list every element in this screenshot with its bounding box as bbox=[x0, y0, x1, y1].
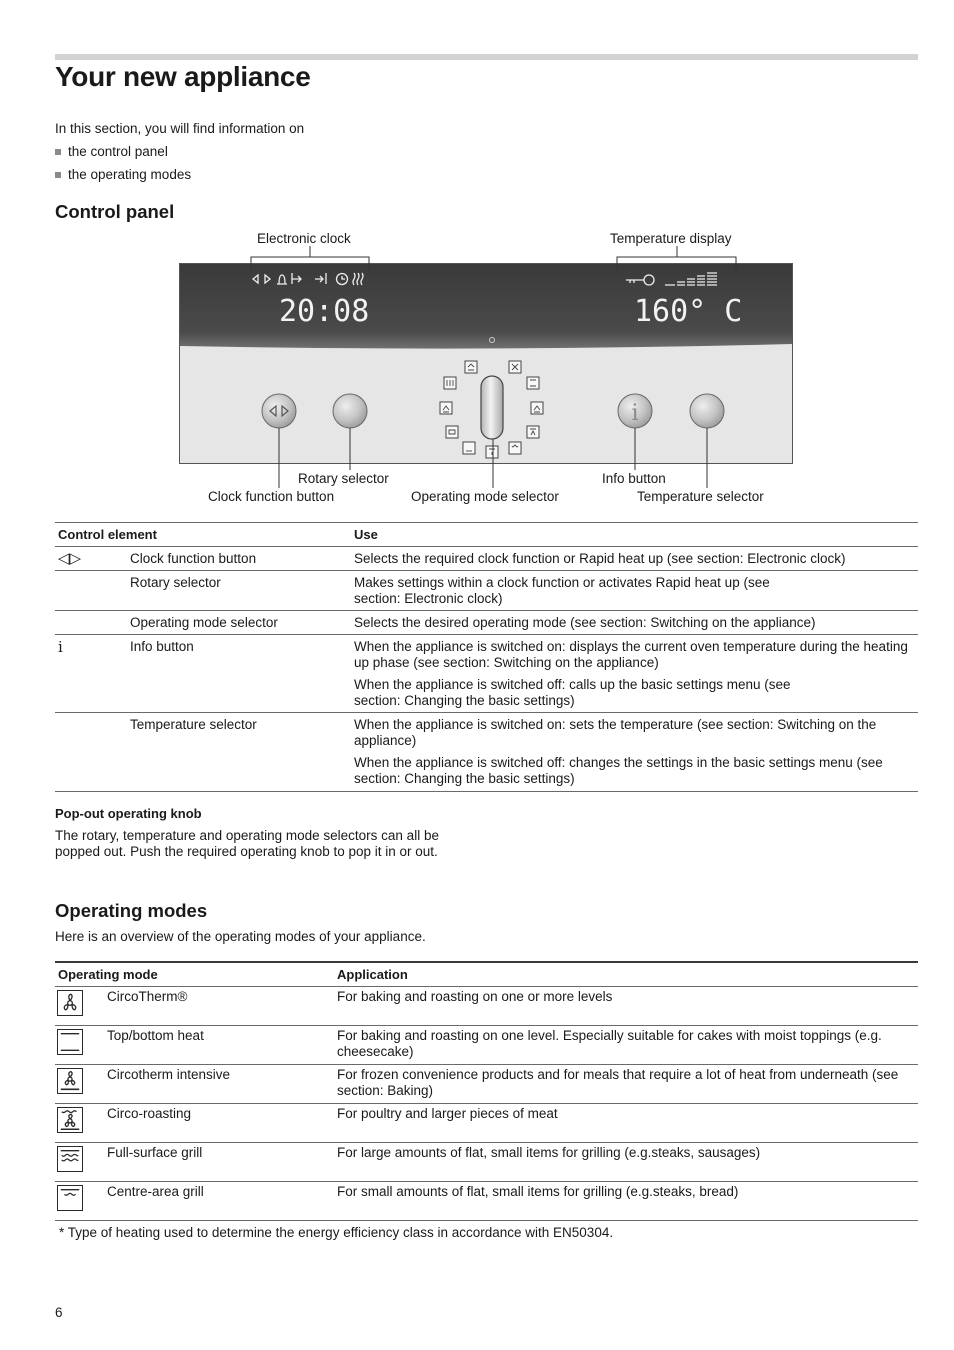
clock-function-symbol: ◁▷ bbox=[58, 550, 82, 567]
operating-modes-heading: Operating modes bbox=[55, 900, 208, 921]
table-row: Temperature selector When the appliance is switched on: sets the temperature (see section: Switching on the appliance) When the appliance is switched off: changes the settings in the basic settings menu (see section: Changing the basic settings) bbox=[55, 713, 918, 792]
page-number: 6 bbox=[55, 1305, 63, 1320]
clock-function-button-label: Clock function button bbox=[208, 489, 335, 504]
table-row: Operating mode selector Selects the desired operating mode (see section: Switching on the appliance) bbox=[55, 611, 918, 635]
table-row: Circotherm intensive For frozen convenience products and for meals that require a lot of heat from underneath (see section: Baking) bbox=[55, 1065, 918, 1104]
full-surface-grill-icon bbox=[57, 1146, 83, 1172]
table-header: Application bbox=[334, 962, 918, 987]
intro-bullet: the control panel bbox=[55, 140, 304, 163]
table-row: ◁▷ Clock function button Selects the required clock function or Rapid heat up (see section: Electronic clock) bbox=[55, 547, 918, 571]
operating-modes-intro: Here is an overview of the operating modes of your appliance. bbox=[55, 929, 426, 944]
info-button-label: Info button bbox=[602, 471, 666, 486]
table-row: i Info button When the appliance is switched on: displays the current oven temperature during the heating up phase (see section: Switching on the appliance) When the appliance is switched off: calls up the basic settings menu (see section: Changing the basic settings) bbox=[55, 635, 918, 713]
clock-function-knob bbox=[262, 394, 296, 428]
circotherm-intensive-icon bbox=[57, 1068, 83, 1094]
table-row: Full-surface grill For large amounts of flat, small items for grilling (e.g.steaks, sausages) bbox=[55, 1143, 918, 1182]
table-header: Operating mode bbox=[55, 962, 334, 987]
operating-mode-knob bbox=[481, 376, 503, 439]
intro-bullet: the operating modes bbox=[55, 163, 304, 186]
rotary-selector-knob bbox=[333, 394, 367, 428]
info-knob-icon: i bbox=[631, 401, 639, 426]
popout-heading: Pop-out operating knob bbox=[55, 806, 202, 821]
temperature-readout: 160° C bbox=[634, 294, 743, 329]
temperature-selector-label: Temperature selector bbox=[637, 489, 764, 504]
clock-readout: 20:08 bbox=[279, 294, 370, 329]
circo-roasting-icon bbox=[57, 1107, 83, 1133]
temperature-display-label: Temperature display bbox=[610, 231, 732, 246]
page-title: Your new appliance bbox=[55, 61, 311, 92]
intro-text: In this section, you will find information on bbox=[55, 121, 305, 136]
circotherm-icon bbox=[57, 990, 83, 1016]
footnote: * Type of heating used to determine the energy efficiency class in accordance with EN50304. bbox=[59, 1225, 614, 1240]
info-symbol: i bbox=[58, 638, 63, 656]
rotary-selector-label: Rotary selector bbox=[298, 471, 389, 486]
table-row: Circo-roasting For poultry and larger pieces of meat bbox=[55, 1104, 918, 1143]
table-row: Centre-area grill For small amounts of flat, small items for grilling (e.g.steaks, bread) bbox=[55, 1182, 918, 1221]
control-panel-heading: Control panel bbox=[55, 201, 175, 222]
control-element-table bbox=[55, 522, 918, 792]
electronic-clock-label: Electronic clock bbox=[257, 231, 351, 246]
table-row: CircoTherm® For baking and roasting on one or more levels bbox=[55, 987, 918, 1026]
centre-area-grill-icon bbox=[57, 1185, 83, 1211]
operating-modes-table bbox=[55, 961, 918, 1221]
table-header: Use bbox=[351, 523, 918, 547]
table-row: Top/bottom heat For baking and roasting on one level. Especially suitable for cakes with moist toppings (e.g. cheesecake) bbox=[55, 1026, 918, 1065]
operating-mode-selector-label: Operating mode selector bbox=[411, 489, 559, 504]
table-row: Rotary selector Makes settings within a clock function or activates Rapid heat up (see section: Electronic clock) bbox=[55, 571, 918, 611]
top-bottom-heat-icon bbox=[57, 1029, 83, 1055]
popout-text: The rotary, temperature and operating mode selectors can all be popped out. Push the required operating knob to pop it in or out. bbox=[55, 828, 439, 859]
table-header: Control element bbox=[55, 523, 351, 547]
control-panel-illustration bbox=[0, 0, 954, 520]
temperature-selector-knob bbox=[690, 394, 724, 428]
